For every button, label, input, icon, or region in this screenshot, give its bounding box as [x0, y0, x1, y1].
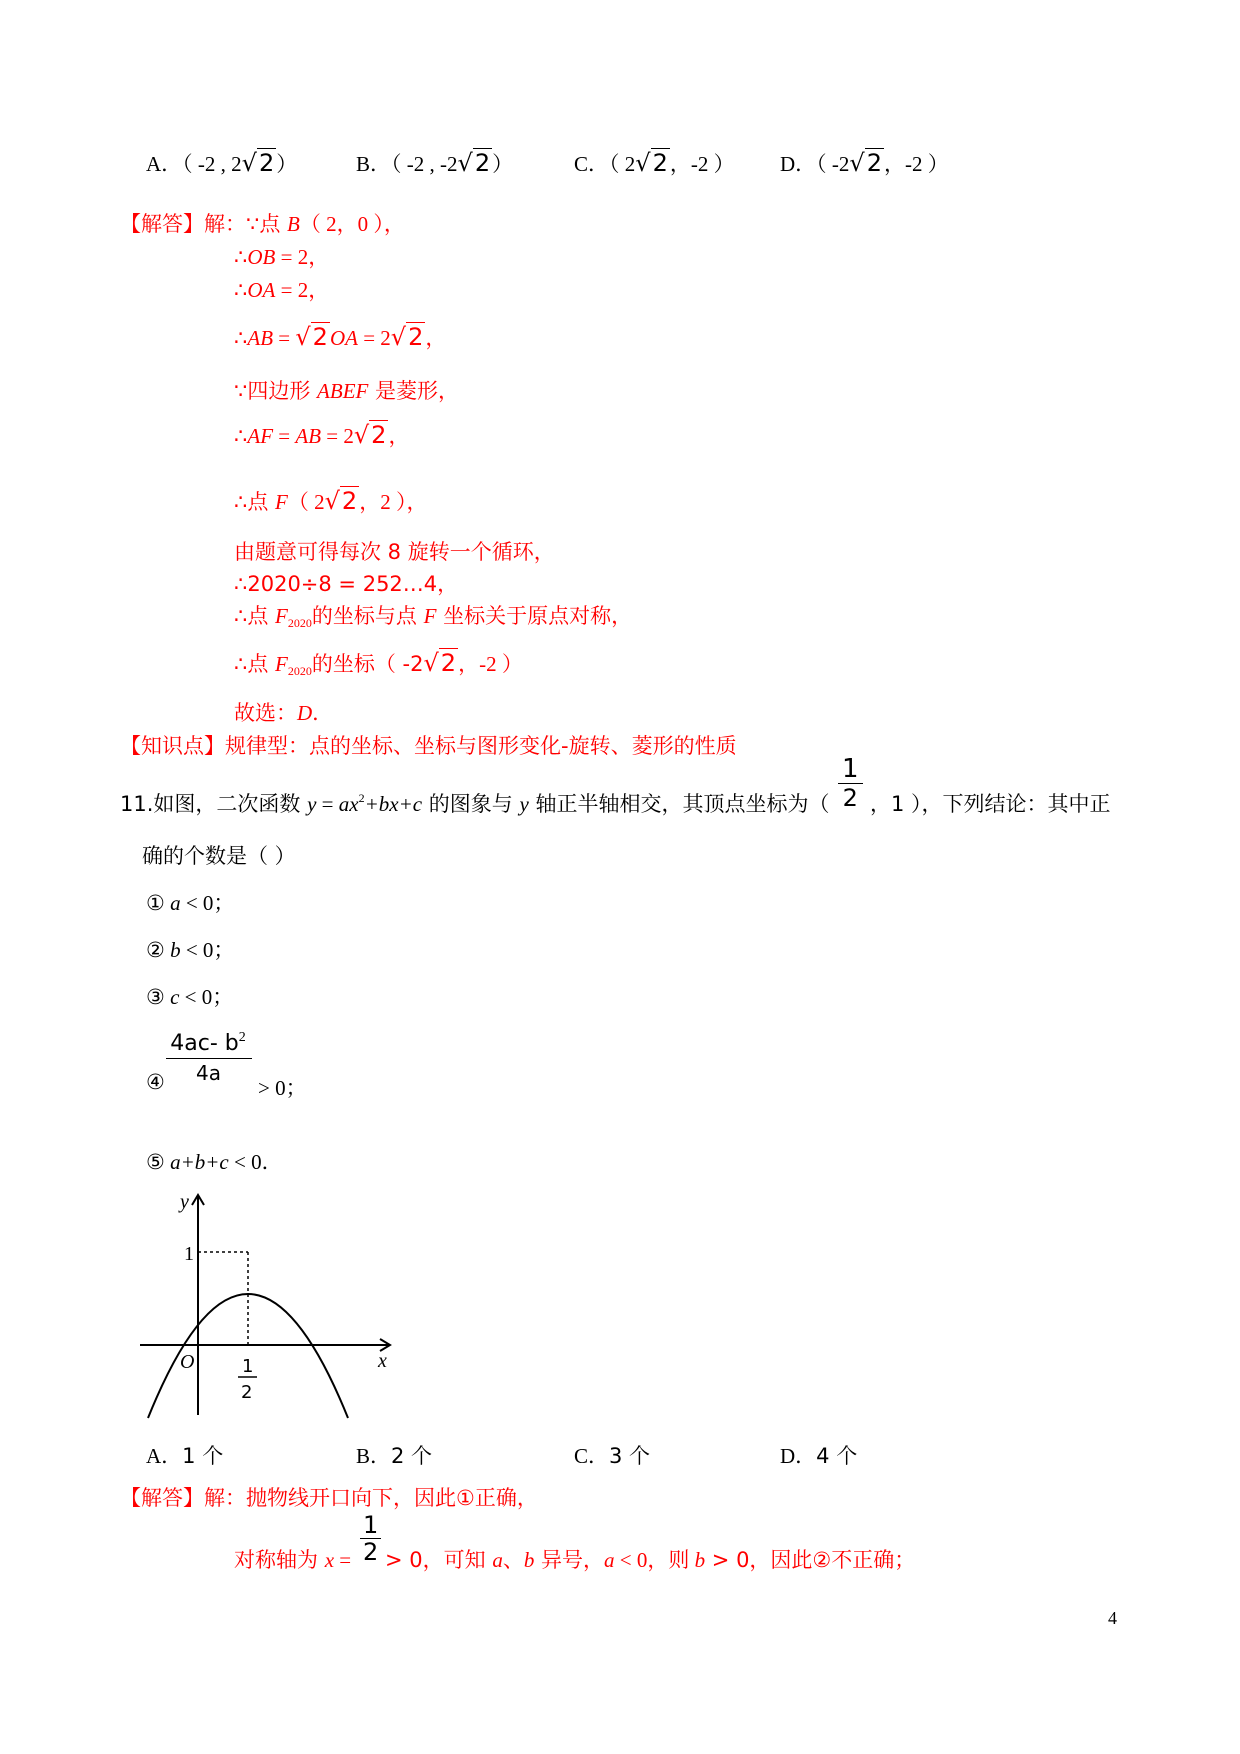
q10-option-c: C．（ 2√2，-2 ） [574, 149, 735, 177]
q11-statement-2: ② b < 0； [146, 938, 235, 962]
q11-statement-4-rest: > 0； [258, 1076, 307, 1100]
y-tick-label: 1 [184, 1243, 194, 1265]
q11-statement-5: ⑤ a+b+c < 0． [146, 1150, 283, 1174]
solution-tag: 【解答】 [120, 1486, 204, 1510]
vertex-fraction: $\frac{1}{2}$ [838, 755, 863, 812]
sol10-line-12: 故选：D． [234, 701, 334, 725]
y-axis-label: y [180, 1191, 189, 1213]
q11-stem-line-2: 确的个数是（ ） [142, 844, 296, 868]
q11-statement-1: ① a < 0； [146, 891, 235, 915]
sol10-line-5: ∵四边形 ABEF 是菱形， [234, 379, 460, 403]
sol11-first-line: 【解答】解：抛物线开口向下，因此①正确， [120, 1486, 538, 1510]
sol10-line-4: ∴AB = √2OA = 2√2， [234, 323, 447, 351]
q10-option-d: D．（ -2√2，-2 ） [780, 149, 949, 177]
page-number: 4 [1108, 1608, 1117, 1628]
sol10-line-3: ∴OA = 2， [234, 278, 330, 302]
q10-option-b: B．（ -2 , -2√2） [356, 149, 514, 177]
sol10-line-6: ∴AF = AB = 2√2， [234, 421, 410, 449]
sqrt-symbol: √2 [241, 149, 275, 177]
sol10-line-7: ∴点 F（ 2√2，2 ）， [234, 487, 428, 515]
sol11-line-2: 对称轴为 x = > 0，可知 a、b 异号，a < 0，则 b > 0，因此②不正确； [234, 1548, 916, 1572]
x-tick-denominator: 2 [241, 1382, 253, 1403]
sol10-line-9: ∴2020÷8 = 252…4， [234, 572, 459, 596]
x-axis-label: x [378, 1350, 387, 1372]
q11-option-c: C．3 个 [574, 1444, 651, 1468]
sol10-line-10: ∴点 $F_{2020}$的坐标与点 F 坐标关于原点对称， [234, 604, 633, 630]
sol10-line-8: 由题意可得每次 8 旋转一个循环， [234, 540, 555, 564]
origin-label: O [180, 1351, 195, 1373]
x-tick-numerator: 1 [242, 1356, 254, 1377]
q11-option-d: D．4 个 [780, 1444, 858, 1468]
q11-stem-line-1-end: ，1 ），下列结论：其中正 [870, 792, 1111, 816]
knowledge-tag: 【知识点】 [120, 734, 225, 758]
sol10-line-11: ∴点 $F_{2020}$的坐标（ -2√2，-2 ） [234, 649, 523, 678]
q11-statement-3: ③ c < 0； [146, 985, 234, 1009]
q10-option-a: A．（ -2 , 2√2） [146, 149, 298, 177]
sol10-line-2: ∴OB = 2， [234, 245, 330, 269]
q11-stem-line-1: 11.如图，二次函数 $y = ax^2+bx+c$ 的图象与 y 轴正半轴相交，其顶点坐标为（ [120, 791, 830, 816]
solution-tag: 【解答】 [120, 212, 204, 236]
q11-statement-4-fraction: 4ac- $b^2$ 4a [166, 1030, 252, 1085]
parabola-graph [140, 1180, 400, 1420]
knowledge-point: 【知识点】规律型：点的坐标、坐标与图形变化-旋转、菱形的性质 [120, 734, 737, 758]
sol10-first-line: 【解答】解：∵点 B（ 2，0 ）， [120, 212, 405, 236]
question-number: 11. [120, 792, 154, 816]
q11-option-b: B．2 个 [356, 1444, 433, 1468]
q11-statement-4-circle: ④ [146, 1070, 165, 1094]
q11-option-a: A．1 个 [146, 1444, 224, 1468]
symmetry-axis-fraction: 1 2 [360, 1512, 381, 1565]
